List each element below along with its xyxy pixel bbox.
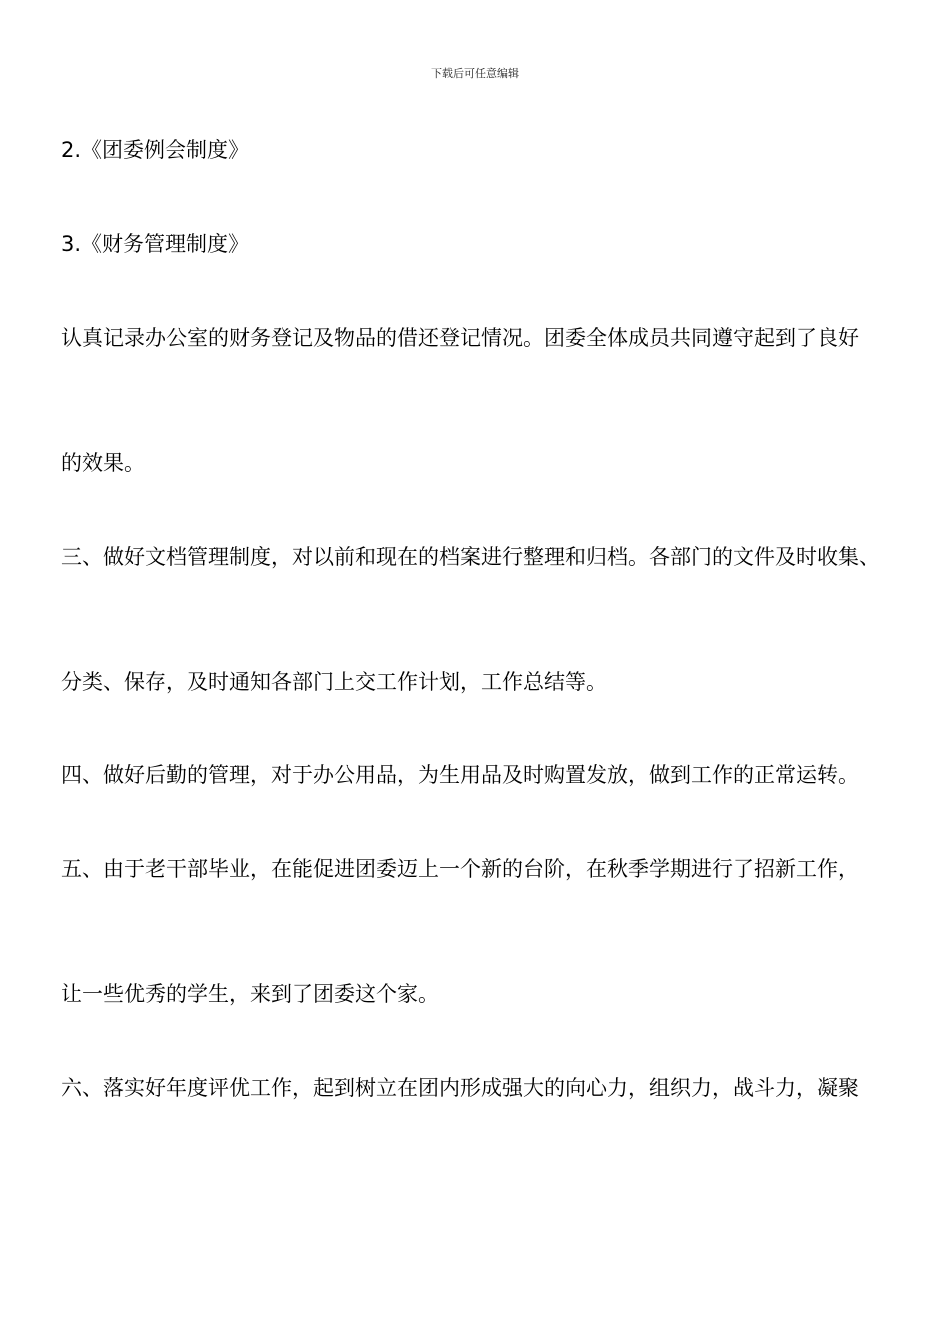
paragraph-line: 让一些优秀的学生，来到了团委这个家。: [61, 982, 439, 1006]
page-header-note: 下载后可任意编辑: [431, 67, 519, 80]
list-item-rule-2: 2.《团委例会制度》: [61, 138, 250, 162]
paragraph-line: 分类、保存，及时通知各部门上交工作计划，工作总结等。: [61, 670, 607, 694]
paragraph-line: 四、做好后勤的管理，对于办公用品，为生用品及时购置发放，做到工作的正常运转。: [61, 763, 859, 787]
paragraph-line: 六、落实好年度评优工作，起到树立在团内形成强大的向心力，组织力，战斗力，凝聚: [61, 1076, 859, 1100]
paragraph-line: 的效果。: [61, 451, 145, 475]
paragraph-line: 认真记录办公室的财务登记及物品的借还登记情况。团委全体成员共同遵守起到了良好: [61, 326, 859, 350]
paragraph-line: 三、做好文档管理制度，对以前和现在的档案进行整理和归档。各部门的文件及时收集、: [61, 545, 880, 569]
list-item-rule-3: 3.《财务管理制度》: [61, 232, 250, 256]
paragraph-line: 五、由于老干部毕业，在能促进团委迈上一个新的台阶，在秋季学期进行了招新工作，: [61, 857, 859, 881]
